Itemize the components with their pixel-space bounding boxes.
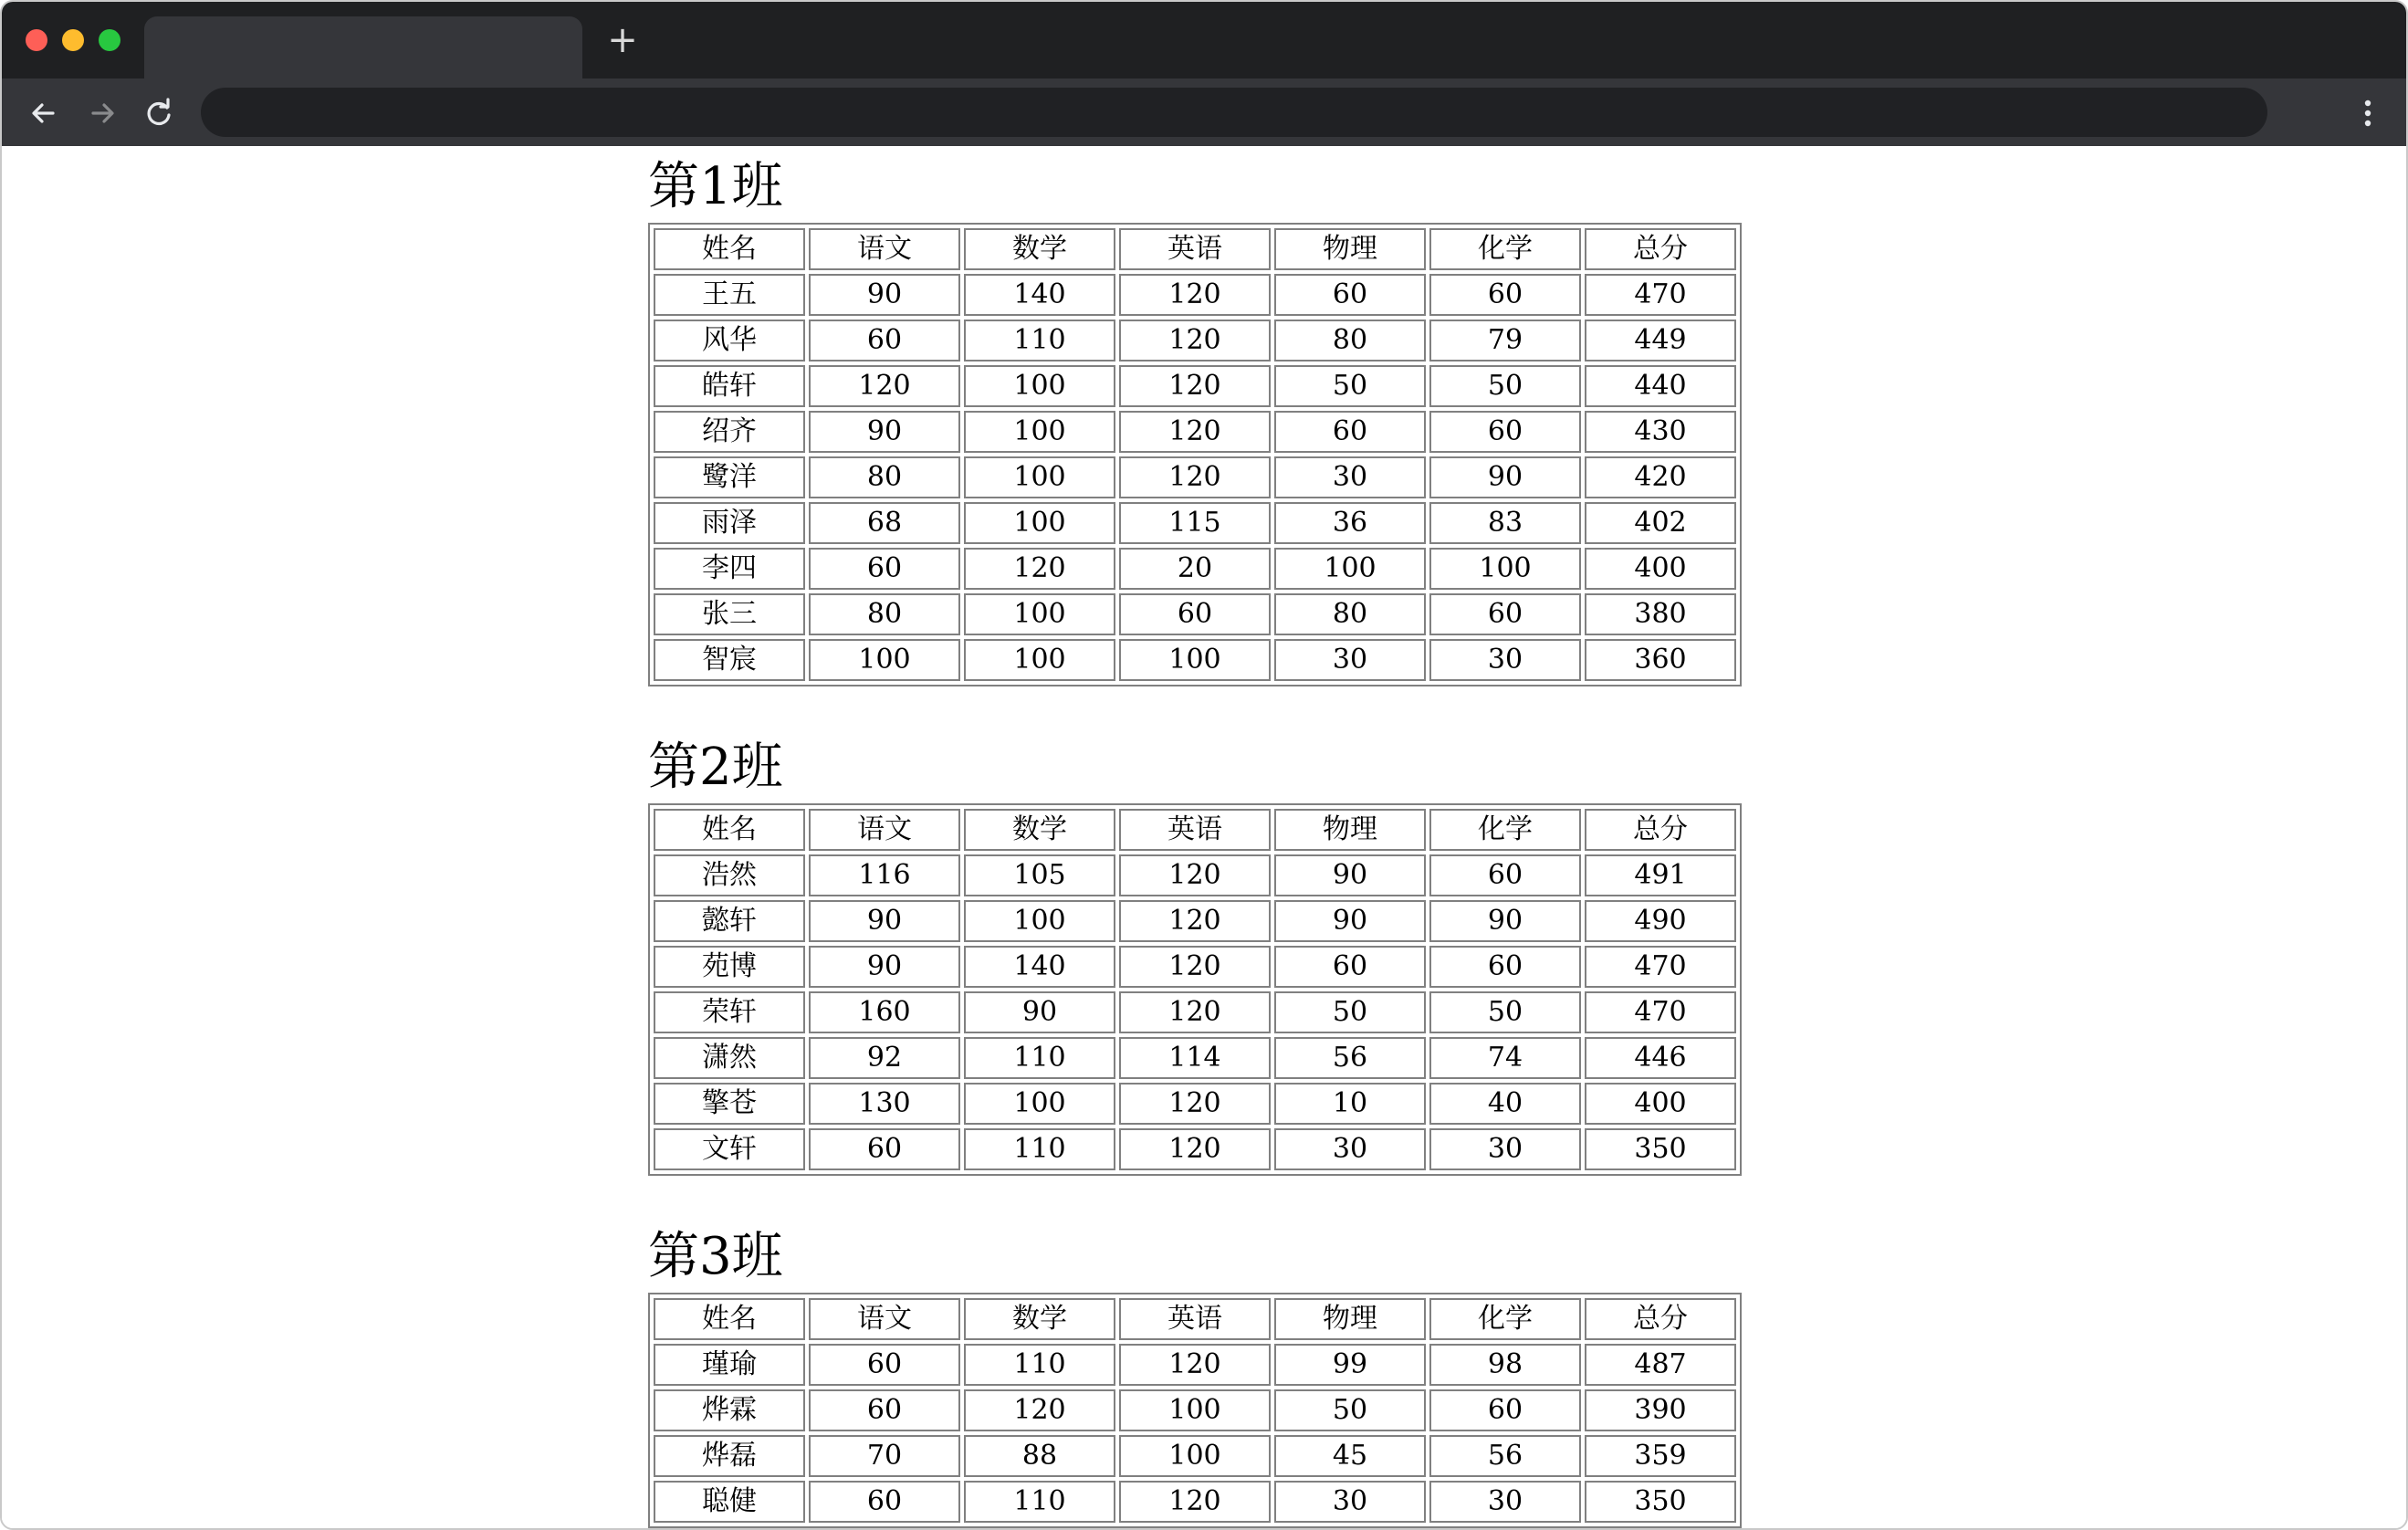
cell-physics: 90 [1274,854,1426,896]
header-english: 英语 [1119,228,1271,270]
class-3-score-table [648,1293,1742,1528]
cell-total: 402 [1585,502,1736,544]
cell-name: 绍齐 [654,411,805,453]
cell-physics: 50 [1274,365,1426,407]
header-total: 总分 [1585,228,1736,270]
cell-chemistry: 30 [1429,1128,1581,1170]
reload-button[interactable] [141,95,177,131]
cell-total: 449 [1585,320,1736,362]
cell-total: 487 [1585,1344,1736,1386]
cell-total: 420 [1585,456,1736,498]
header-physics: 物理 [1274,809,1426,851]
cell-chinese: 60 [809,1481,960,1523]
cell-math: 140 [964,274,1115,316]
cell-total: 430 [1585,411,1736,453]
back-button[interactable] [26,95,62,131]
cell-chinese: 90 [809,900,960,942]
cell-name: 雨泽 [654,502,805,544]
cell-english: 120 [1119,411,1271,453]
cell-name: 潇然 [654,1037,805,1079]
cell-chemistry: 30 [1429,639,1581,681]
cell-chinese: 90 [809,274,960,316]
header-chinese: 语文 [809,809,960,851]
cell-math: 110 [964,1037,1115,1079]
cell-physics: 45 [1274,1435,1426,1477]
cell-chinese: 130 [809,1083,960,1125]
cell-chemistry: 30 [1429,1481,1581,1523]
cell-english: 120 [1119,456,1271,498]
cell-math: 105 [964,854,1115,896]
cell-physics: 60 [1274,946,1426,988]
cell-physics: 90 [1274,900,1426,942]
cell-chemistry: 56 [1429,1435,1581,1477]
cell-name: 皓轩 [654,365,805,407]
cell-math: 100 [964,456,1115,498]
table-row [654,593,1736,635]
cell-physics: 30 [1274,1128,1426,1170]
browser-toolbar [2,79,2406,146]
cell-name: 王五 [654,274,805,316]
cell-chemistry: 60 [1429,854,1581,896]
cell-physics: 30 [1274,639,1426,681]
cell-english: 100 [1119,639,1271,681]
header-total: 总分 [1585,1298,1736,1340]
cell-english: 120 [1119,1083,1271,1125]
cell-english: 100 [1119,1435,1271,1477]
table-row [654,946,1736,988]
table-row [654,1435,1736,1477]
cell-english: 120 [1119,1344,1271,1386]
maximize-window-button[interactable] [99,29,120,51]
cell-math: 100 [964,411,1115,453]
table-row [654,548,1736,590]
cell-physics: 50 [1274,991,1426,1033]
cell-physics: 36 [1274,502,1426,544]
table-row [654,1344,1736,1386]
cell-chemistry: 40 [1429,1083,1581,1125]
cell-math: 120 [964,1389,1115,1431]
cell-chinese: 60 [809,1389,960,1431]
cell-chinese: 120 [809,365,960,407]
cell-total: 440 [1585,365,1736,407]
cell-english: 120 [1119,854,1271,896]
cell-chinese: 116 [809,854,960,896]
cell-english: 120 [1119,946,1271,988]
cell-name: 苑博 [654,946,805,988]
table-header-row [654,228,1736,270]
cell-physics: 30 [1274,1481,1426,1523]
cell-math: 110 [964,1128,1115,1170]
cell-chemistry: 74 [1429,1037,1581,1079]
cell-name: 烨磊 [654,1435,805,1477]
cell-english: 120 [1119,274,1271,316]
tab-bar [2,2,2406,79]
cell-math: 140 [964,946,1115,988]
cell-total: 350 [1585,1481,1736,1523]
class-2-title: 第2班 [648,738,783,797]
cell-math: 88 [964,1435,1115,1477]
cell-chinese: 160 [809,991,960,1033]
cell-total: 470 [1585,991,1736,1033]
cell-name: 鹭洋 [654,456,805,498]
table-row [654,1037,1736,1079]
cell-total: 490 [1585,900,1736,942]
cell-math: 100 [964,639,1115,681]
cell-chinese: 60 [809,320,960,362]
cell-chinese: 70 [809,1435,960,1477]
close-window-button[interactable] [26,29,47,51]
cell-physics: 10 [1274,1083,1426,1125]
cell-name: 瑾瑜 [654,1344,805,1386]
cell-math: 110 [964,320,1115,362]
address-bar[interactable] [201,88,2267,137]
header-chemistry: 化学 [1429,1298,1581,1340]
header-name: 姓名 [654,809,805,851]
cell-chemistry: 98 [1429,1344,1581,1386]
header-physics: 物理 [1274,228,1426,270]
header-english: 英语 [1119,1298,1271,1340]
header-chinese: 语文 [809,1298,960,1340]
cell-english: 120 [1119,1481,1271,1523]
cell-math: 90 [964,991,1115,1033]
cell-chemistry: 60 [1429,1389,1581,1431]
table-row [654,854,1736,896]
cell-physics: 56 [1274,1037,1426,1079]
cell-english: 60 [1119,593,1271,635]
cell-physics: 99 [1274,1344,1426,1386]
table-row [654,1128,1736,1170]
cell-physics: 100 [1274,548,1426,590]
header-name: 姓名 [654,228,805,270]
cell-total: 390 [1585,1389,1736,1431]
cell-total: 360 [1585,639,1736,681]
cell-physics: 30 [1274,456,1426,498]
cell-name: 擎苍 [654,1083,805,1125]
cell-name: 烨霖 [654,1389,805,1431]
cell-chinese: 60 [809,1344,960,1386]
minimize-window-button[interactable] [62,29,84,51]
class-3-title: 第3班 [648,1227,783,1286]
cell-physics: 50 [1274,1389,1426,1431]
cell-math: 100 [964,365,1115,407]
cell-english: 120 [1119,320,1271,362]
cell-english: 120 [1119,365,1271,407]
cell-chinese: 60 [809,548,960,590]
cell-total: 400 [1585,1083,1736,1125]
cell-english: 100 [1119,1389,1271,1431]
cell-total: 350 [1585,1128,1736,1170]
table-row [654,502,1736,544]
cell-chemistry: 50 [1429,991,1581,1033]
cell-english: 120 [1119,1128,1271,1170]
cell-total: 470 [1585,274,1736,316]
cell-name: 李四 [654,548,805,590]
cell-physics: 60 [1274,411,1426,453]
table-row [654,411,1736,453]
cell-chinese: 60 [809,1128,960,1170]
cell-physics: 80 [1274,320,1426,362]
header-physics: 物理 [1274,1298,1426,1340]
cell-math: 120 [964,548,1115,590]
cell-total: 470 [1585,946,1736,988]
arrow-right-icon [84,95,120,131]
cell-chemistry: 60 [1429,411,1581,453]
cell-math: 100 [964,900,1115,942]
cell-name: 张三 [654,593,805,635]
cell-english: 115 [1119,502,1271,544]
table-row [654,274,1736,316]
page-content [2,146,2406,1530]
cell-total: 400 [1585,548,1736,590]
cell-math: 100 [964,593,1115,635]
cell-physics: 60 [1274,274,1426,316]
table-row [654,639,1736,681]
cell-physics: 80 [1274,593,1426,635]
cell-name: 荣轩 [654,991,805,1033]
cell-chinese: 80 [809,593,960,635]
header-english: 英语 [1119,809,1271,851]
cell-chemistry: 90 [1429,456,1581,498]
cell-english: 120 [1119,900,1271,942]
cell-name: 智宸 [654,639,805,681]
table-row [654,1481,1736,1523]
cell-chinese: 100 [809,639,960,681]
table-row [654,365,1736,407]
cell-english: 114 [1119,1037,1271,1079]
cell-chemistry: 100 [1429,548,1581,590]
header-math: 数学 [964,228,1115,270]
cell-chinese: 90 [809,411,960,453]
table-row [654,1389,1736,1431]
header-total: 总分 [1585,809,1736,851]
class-2-score-table [648,803,1742,1176]
browser-menu-button[interactable] [2350,95,2386,131]
table-row [654,900,1736,942]
table-row [654,456,1736,498]
reload-icon [141,95,177,131]
table-row [654,991,1736,1033]
header-math: 数学 [964,1298,1115,1340]
cell-english: 120 [1119,991,1271,1033]
cell-name: 懿轩 [654,900,805,942]
cell-name: 风华 [654,320,805,362]
arrow-left-icon [26,95,62,131]
cell-chemistry: 90 [1429,900,1581,942]
cell-chinese: 80 [809,456,960,498]
class-1-title: 第1班 [648,157,783,216]
header-chinese: 语文 [809,228,960,270]
cell-name: 浩然 [654,854,805,896]
cell-name: 聪健 [654,1481,805,1523]
cell-english: 20 [1119,548,1271,590]
cell-chemistry: 83 [1429,502,1581,544]
active-tab[interactable] [144,16,582,79]
cell-total: 380 [1585,593,1736,635]
new-tab-button[interactable] [604,19,641,61]
cell-chemistry: 60 [1429,946,1581,988]
table-row [654,1083,1736,1125]
cell-chemistry: 60 [1429,593,1581,635]
table-header-row [654,1298,1736,1340]
cell-total: 491 [1585,854,1736,896]
forward-button[interactable] [84,95,120,131]
cell-chinese: 90 [809,946,960,988]
cell-math: 100 [964,502,1115,544]
cell-total: 446 [1585,1037,1736,1079]
kebab-menu-icon [2350,95,2386,131]
cell-math: 110 [964,1344,1115,1386]
class-1-score-table [648,223,1742,686]
cell-chinese: 68 [809,502,960,544]
header-chemistry: 化学 [1429,809,1581,851]
cell-chemistry: 79 [1429,320,1581,362]
cell-chemistry: 60 [1429,274,1581,316]
header-math: 数学 [964,809,1115,851]
cell-math: 110 [964,1481,1115,1523]
header-name: 姓名 [654,1298,805,1340]
table-header-row [654,809,1736,851]
table-row [654,320,1736,362]
cell-math: 100 [964,1083,1115,1125]
cell-name: 文轩 [654,1128,805,1170]
cell-chemistry: 50 [1429,365,1581,407]
header-chemistry: 化学 [1429,228,1581,270]
cell-total: 359 [1585,1435,1736,1477]
plus-icon: + [607,19,638,61]
cell-chinese: 92 [809,1037,960,1079]
